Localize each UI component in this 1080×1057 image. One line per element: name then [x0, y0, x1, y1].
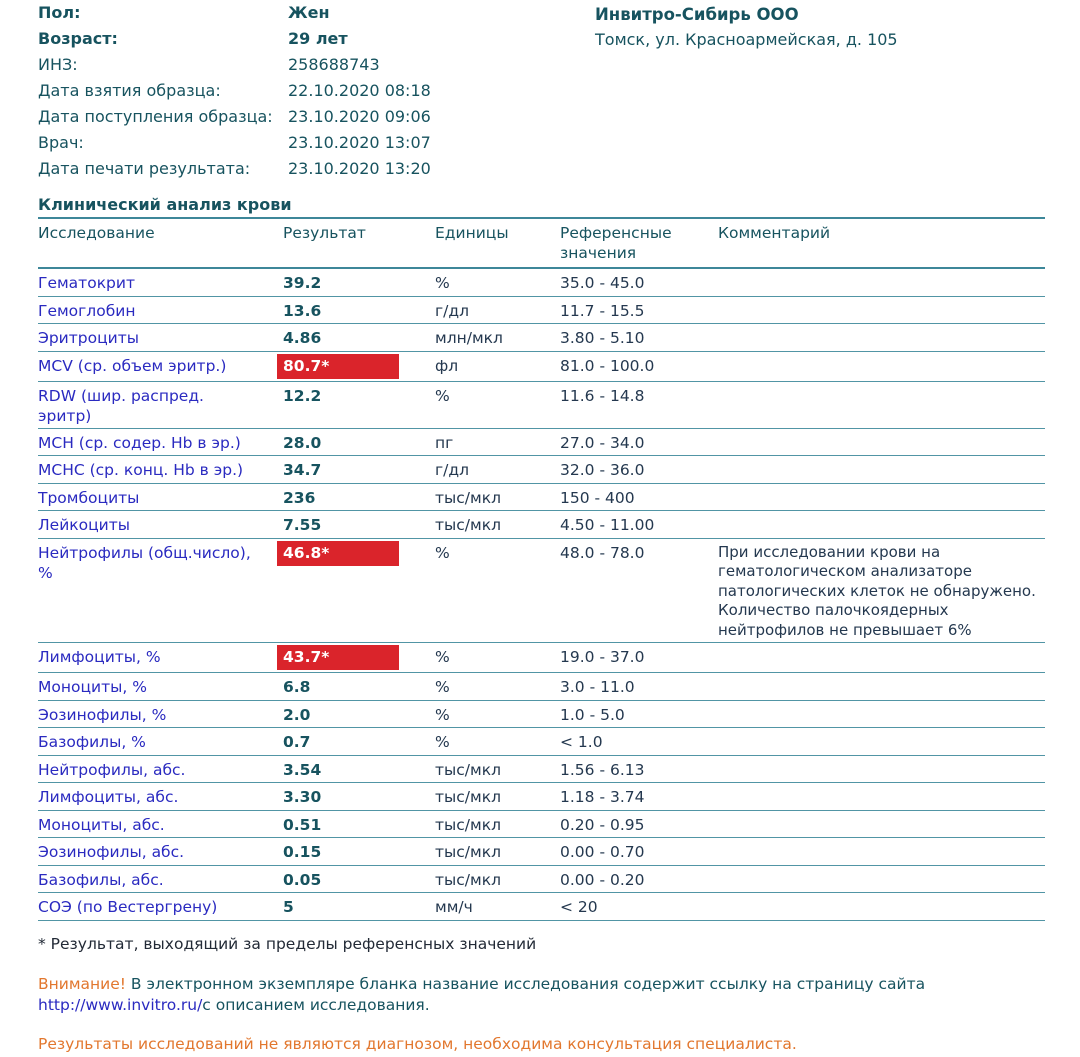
organization-name: Инвитро-Сибирь ООО — [595, 5, 799, 24]
patient-info-label: Врач: — [38, 133, 84, 152]
test-name: MCV (ср. объем эритр.) — [38, 356, 227, 375]
units: тыс/мкл — [435, 488, 501, 507]
result-cell — [283, 488, 435, 508]
result-value: 0.05 — [283, 870, 322, 889]
patient-info-value: 22.10.2020 08:18 — [288, 81, 431, 100]
result-cell — [283, 897, 435, 917]
test-name: Эозинофилы, абс. — [38, 843, 185, 861]
patient-info-value: Жен — [288, 3, 330, 22]
table-body — [38, 269, 1045, 921]
test-name: RDW (шир. распред. эритр) — [38, 386, 204, 425]
table-row — [38, 297, 1045, 325]
table-row — [38, 728, 1045, 756]
test-name: MCHC (ср. конц. Hb в эр.) — [38, 461, 244, 479]
patient-info-value: 23.10.2020 09:06 — [288, 107, 431, 126]
result-value: 236 — [283, 488, 316, 507]
result-value: 3.54 — [283, 760, 322, 779]
units: млн/мкл — [435, 329, 503, 347]
result-cell — [283, 647, 435, 670]
units: г/дл — [435, 461, 469, 479]
reference-range: 11.6 - 14.8 — [560, 386, 645, 405]
patient-info-row — [38, 159, 593, 185]
out-of-range-footnote: * Результат, выходящий за пределы референсных значений — [38, 934, 537, 953]
patient-info-value: 23.10.2020 13:07 — [288, 133, 431, 152]
result-cell — [283, 705, 435, 725]
reference-range: 35.0 - 45.0 — [560, 274, 645, 292]
units: % — [435, 733, 450, 751]
reference-range: 27.0 - 34.0 — [560, 433, 645, 452]
patient-info-label: ИНЗ: — [38, 55, 78, 74]
patient-info-label: Пол: — [38, 3, 81, 22]
units: тыс/мкл — [435, 788, 501, 806]
result-value-out-of-range: 43.7* — [277, 645, 399, 670]
result-cell — [283, 870, 435, 890]
patient-info-value: 29 лет — [288, 29, 348, 48]
result-cell — [283, 356, 435, 379]
test-name: Лимфоциты, абс. — [38, 788, 179, 806]
table-row — [38, 756, 1045, 784]
result-value: 0.51 — [283, 815, 322, 834]
column-header-test: Исследование — [38, 224, 155, 242]
units: тыс/мкл — [435, 516, 501, 534]
reference-range: 4.50 - 11.00 — [560, 516, 655, 534]
section-title: Клинический анализ крови — [38, 195, 1045, 219]
reference-range: 3.0 - 11.0 — [560, 678, 635, 696]
result-cell — [283, 787, 435, 807]
units: % — [435, 678, 450, 696]
result-value: 4.86 — [283, 329, 322, 347]
result-value: 0.15 — [283, 843, 322, 861]
patient-info-label: Дата поступления образца: — [38, 107, 273, 126]
attention-note — [38, 974, 1045, 1016]
disclaimer-note: Результаты исследований не являются диагнозом, необходима консультация специалиста. — [38, 1034, 797, 1053]
result-value: 12.2 — [283, 386, 322, 405]
reference-range: 3.80 - 5.10 — [560, 329, 645, 347]
column-header-units: Единицы — [435, 224, 509, 242]
result-cell — [283, 433, 435, 453]
table-row — [38, 382, 1045, 429]
reference-range: 1.56 - 6.13 — [560, 760, 645, 779]
result-cell — [283, 460, 435, 480]
result-value-out-of-range: 46.8* — [277, 541, 399, 566]
reference-range: 11.7 - 15.5 — [560, 301, 645, 320]
result-cell — [283, 677, 435, 697]
result-value: 34.7 — [283, 461, 322, 479]
table-row — [38, 783, 1045, 811]
reference-range: < 1.0 — [560, 733, 603, 751]
result-value: 0.7 — [283, 733, 311, 751]
units: мм/ч — [435, 898, 473, 916]
result-cell — [283, 328, 435, 348]
units: % — [435, 274, 450, 292]
units: % — [435, 543, 450, 562]
test-name: Лимфоциты, % — [38, 648, 161, 666]
table-row — [38, 673, 1045, 701]
organization-address: Томск, ул. Красноармейская, д. 105 — [595, 30, 898, 49]
units: пг — [435, 433, 454, 452]
patient-info-label: Дата взятия образца: — [38, 81, 221, 100]
reference-range: 150 - 400 — [560, 488, 635, 507]
column-header-comment: Комментарий — [718, 224, 831, 242]
test-name: Эозинофилы, % — [38, 705, 167, 724]
result-value-out-of-range: 80.7* — [277, 354, 399, 379]
column-header-result: Результат — [283, 224, 366, 242]
patient-info-label: Дата печати результата: — [38, 159, 251, 178]
units: тыс/мкл — [435, 870, 501, 889]
table-row — [38, 811, 1045, 839]
reference-range: 0.00 - 0.70 — [560, 843, 645, 861]
table-row — [38, 701, 1045, 729]
attention-line1 — [38, 974, 1045, 995]
patient-info-row — [38, 107, 593, 133]
result-cell — [283, 760, 435, 780]
patient-info-row — [38, 55, 593, 81]
result-cell — [283, 515, 435, 535]
result-value: 3.30 — [283, 788, 322, 806]
patient-info-row — [38, 133, 593, 159]
result-cell — [283, 815, 435, 835]
test-name: Гемоглобин — [38, 301, 136, 320]
units: г/дл — [435, 301, 469, 320]
test-name: MCH (ср. содер. Hb в эр.) — [38, 433, 241, 452]
result-cell — [283, 732, 435, 752]
units: фл — [435, 356, 459, 375]
table-row — [38, 539, 1045, 644]
reference-range: 1.0 - 5.0 — [560, 705, 625, 724]
test-name: Гематокрит — [38, 274, 135, 292]
result-value: 39.2 — [283, 274, 322, 292]
test-name: Нейтрофилы (общ.число), % — [38, 543, 251, 582]
units: тыс/мкл — [435, 815, 501, 834]
reference-range: 81.0 - 100.0 — [560, 356, 655, 375]
table-row — [38, 352, 1045, 382]
result-value: 6.8 — [283, 678, 311, 696]
test-name: Тромбоциты — [38, 488, 140, 507]
patient-info-label: Возраст: — [38, 29, 118, 48]
result-value: 13.6 — [283, 301, 322, 320]
reference-range: 32.0 - 36.0 — [560, 461, 645, 479]
result-cell — [283, 543, 435, 566]
patient-info-row — [38, 29, 593, 55]
test-name: Эритроциты — [38, 329, 139, 347]
reference-range: 48.0 - 78.0 — [560, 543, 645, 562]
table-row — [38, 429, 1045, 457]
table-row — [38, 456, 1045, 484]
patient-info-row — [38, 81, 593, 107]
result-cell — [283, 301, 435, 321]
organization-block — [595, 3, 898, 53]
column-header-reference: Референсные значения — [560, 224, 672, 262]
table-row — [38, 484, 1045, 512]
units: тыс/мкл — [435, 760, 501, 779]
patient-info-value: 258688743 — [288, 55, 380, 74]
table-row — [38, 866, 1045, 894]
reference-range: 0.00 - 0.20 — [560, 870, 645, 889]
patient-info-row — [38, 3, 593, 29]
reference-range: < 20 — [560, 898, 598, 916]
table-row — [38, 838, 1045, 866]
result-cell — [283, 273, 435, 293]
attention-line2 — [38, 995, 1045, 1016]
units: тыс/мкл — [435, 843, 501, 861]
table-row — [38, 643, 1045, 673]
table-row — [38, 511, 1045, 539]
result-cell — [283, 842, 435, 862]
reference-range: 0.20 - 0.95 — [560, 815, 645, 834]
test-name: Базофилы, абс. — [38, 870, 164, 889]
result-value: 5 — [283, 898, 294, 916]
table-row — [38, 269, 1045, 297]
table-row — [38, 893, 1045, 921]
test-name: Лейкоциты — [38, 516, 131, 534]
test-name: Моноциты, % — [38, 678, 147, 696]
test-name: Базофилы, % — [38, 733, 146, 751]
result-value: 28.0 — [283, 433, 322, 452]
test-name: Нейтрофилы, абс. — [38, 760, 186, 779]
result-cell — [283, 386, 435, 406]
invitro-link[interactable]: http://www.invitro.ru/ — [38, 995, 203, 1014]
comment: При исследовании крови на гематологическом анализаторе патологических клеток не обнаружено. Количество палочкоядерных нейтрофилов не превышает 6% — [718, 542, 1036, 639]
reference-range: 1.18 - 3.74 — [560, 788, 645, 806]
attention-label: Внимание! — [38, 974, 126, 993]
test-name: СОЭ (по Вестергрену) — [38, 898, 218, 916]
test-name: Моноциты, абс. — [38, 815, 165, 834]
patient-info-value: 23.10.2020 13:20 — [288, 159, 431, 178]
reference-range: 19.0 - 37.0 — [560, 648, 645, 666]
table-row — [38, 324, 1045, 352]
units: % — [435, 386, 450, 405]
attention-text: В электронном экземпляре бланка название исследования содержит ссылку на страницу сайта — [126, 974, 926, 993]
units: % — [435, 705, 450, 724]
patient-info-block — [38, 3, 593, 185]
result-value: 2.0 — [283, 705, 311, 724]
result-value: 7.55 — [283, 516, 322, 534]
table-header-row — [38, 219, 1045, 269]
units: % — [435, 648, 450, 666]
attention-text-after-link: с описанием исследования. — [202, 995, 430, 1014]
